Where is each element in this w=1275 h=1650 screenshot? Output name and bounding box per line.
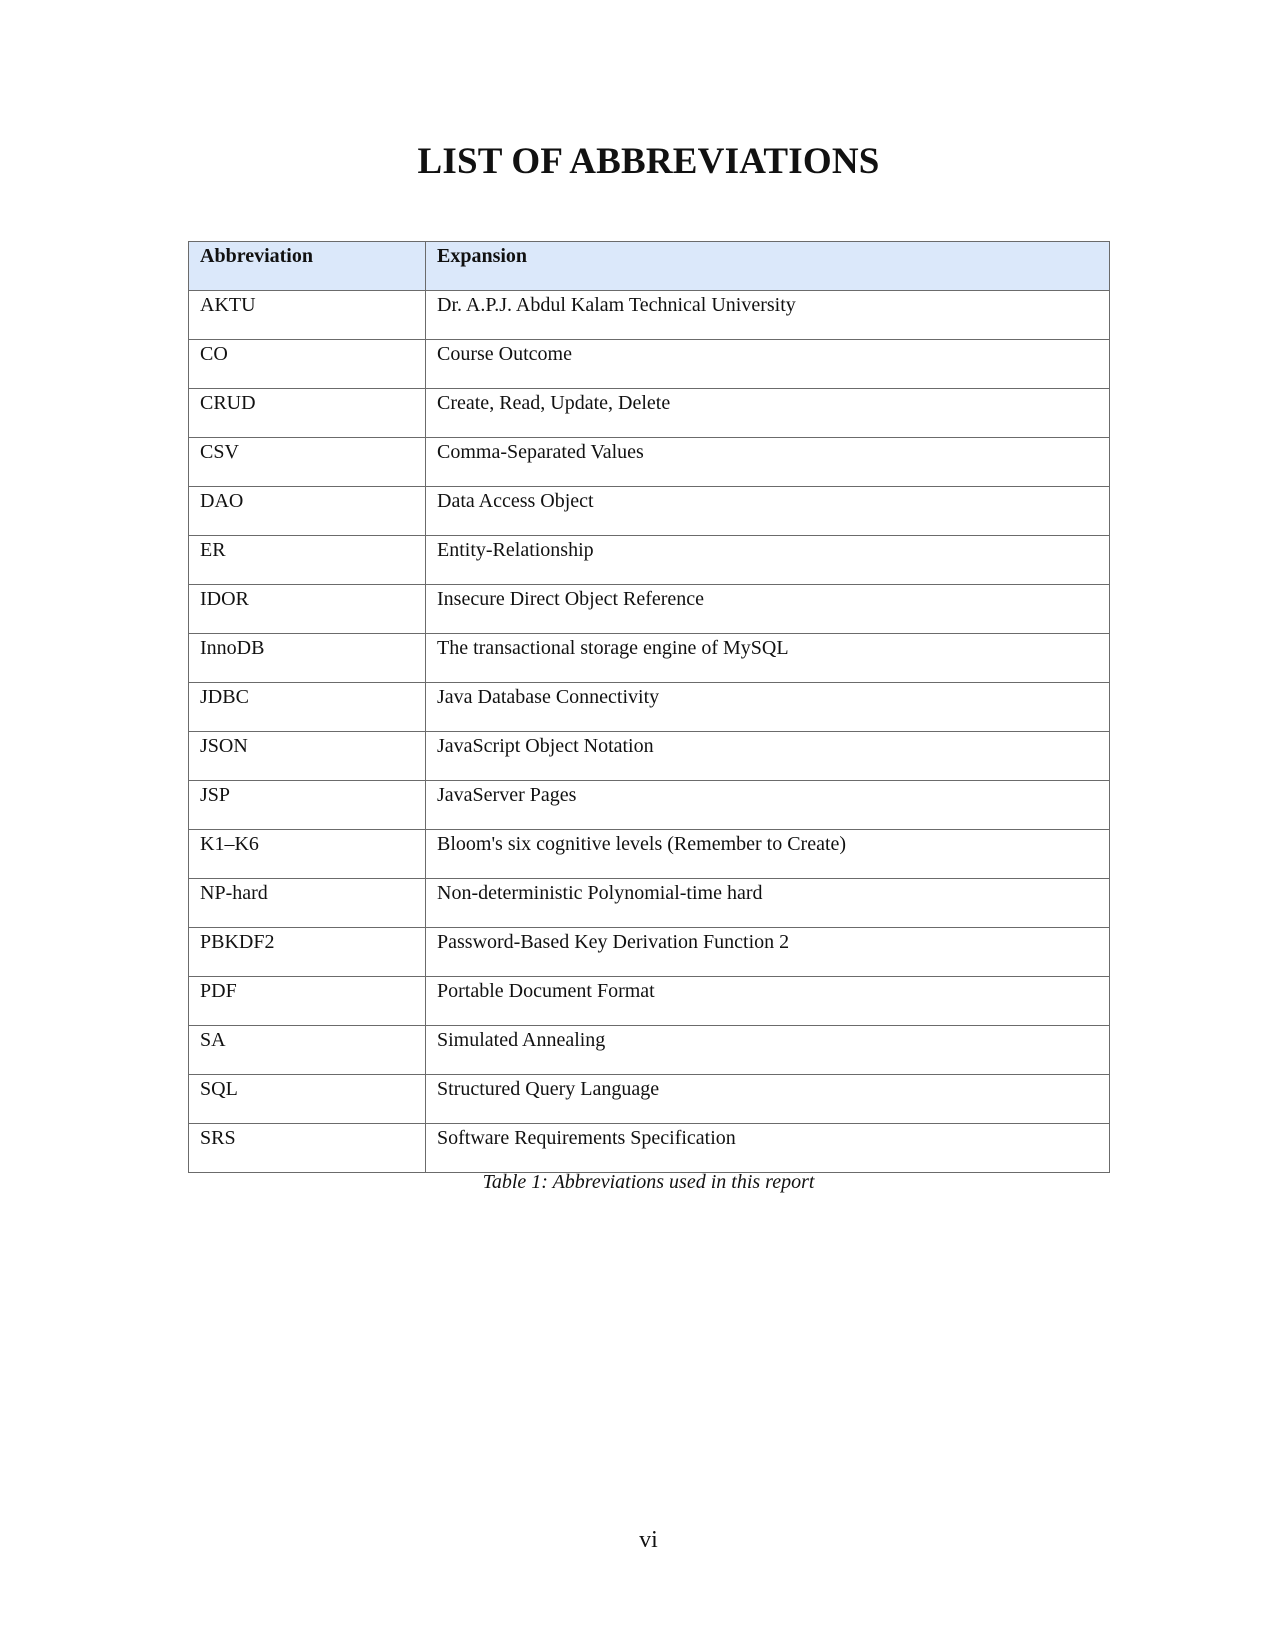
expansion-cell: Password-Based Key Derivation Function 2 bbox=[426, 928, 1110, 977]
table-row bbox=[189, 683, 1110, 732]
abbreviation-cell: CO bbox=[189, 340, 426, 389]
expansion-cell: Simulated Annealing bbox=[426, 1026, 1110, 1075]
table-row bbox=[189, 1124, 1110, 1173]
abbreviation-cell: PBKDF2 bbox=[189, 928, 426, 977]
table-row bbox=[189, 487, 1110, 536]
abbreviation-cell: JDBC bbox=[189, 683, 426, 732]
abbreviation-cell: AKTU bbox=[189, 291, 426, 340]
table-caption: Table 1: Abbreviations used in this report bbox=[482, 1171, 815, 1193]
table-header-row bbox=[189, 242, 1110, 291]
expansion-cell: Dr. A.P.J. Abdul Kalam Technical University bbox=[426, 291, 1110, 340]
expansion-cell: Course Outcome bbox=[426, 340, 1110, 389]
table-row bbox=[189, 879, 1110, 928]
table-row bbox=[189, 1075, 1110, 1124]
abbreviations-table bbox=[188, 241, 1110, 1173]
abbreviation-cell: SRS bbox=[189, 1124, 426, 1173]
expansion-cell: Software Requirements Specification bbox=[426, 1124, 1110, 1173]
abbreviation-cell: ER bbox=[189, 536, 426, 585]
expansion-cell: The transactional storage engine of MySQL bbox=[426, 634, 1110, 683]
expansion-cell: Non-deterministic Polynomial-time hard bbox=[426, 879, 1110, 928]
abbreviation-cell: PDF bbox=[189, 977, 426, 1026]
expansion-cell: Insecure Direct Object Reference bbox=[426, 585, 1110, 634]
abbreviation-cell: InnoDB bbox=[189, 634, 426, 683]
expansion-cell: JavaScript Object Notation bbox=[426, 732, 1110, 781]
abbreviation-cell: SQL bbox=[189, 1075, 426, 1124]
table-body bbox=[189, 291, 1110, 1173]
expansion-cell: Data Access Object bbox=[426, 487, 1110, 536]
header-expansion: Expansion bbox=[426, 242, 1110, 291]
table-row bbox=[189, 1026, 1110, 1075]
table-row bbox=[189, 340, 1110, 389]
abbreviation-cell: CSV bbox=[189, 438, 426, 487]
abbreviation-cell: K1–K6 bbox=[189, 830, 426, 879]
expansion-cell: Entity-Relationship bbox=[426, 536, 1110, 585]
page-title: LIST OF ABBREVIATIONS bbox=[417, 141, 880, 182]
expansion-cell: Comma-Separated Values bbox=[426, 438, 1110, 487]
abbreviation-cell: IDOR bbox=[189, 585, 426, 634]
abbreviation-cell: NP-hard bbox=[189, 879, 426, 928]
table-row bbox=[189, 389, 1110, 438]
header-abbreviation: Abbreviation bbox=[189, 242, 426, 291]
expansion-cell: JavaServer Pages bbox=[426, 781, 1110, 830]
expansion-cell: Create, Read, Update, Delete bbox=[426, 389, 1110, 438]
page-number: vi bbox=[639, 1527, 658, 1553]
table-row bbox=[189, 977, 1110, 1026]
abbreviation-cell: DAO bbox=[189, 487, 426, 536]
abbreviation-cell: CRUD bbox=[189, 389, 426, 438]
table-row bbox=[189, 928, 1110, 977]
expansion-cell: Structured Query Language bbox=[426, 1075, 1110, 1124]
table-row bbox=[189, 291, 1110, 340]
table-row bbox=[189, 536, 1110, 585]
abbreviation-cell: SA bbox=[189, 1026, 426, 1075]
table-row bbox=[189, 438, 1110, 487]
expansion-cell: Java Database Connectivity bbox=[426, 683, 1110, 732]
table-row bbox=[189, 830, 1110, 879]
table-row bbox=[189, 781, 1110, 830]
table-row bbox=[189, 585, 1110, 634]
expansion-cell: Bloom's six cognitive levels (Remember to Create) bbox=[426, 830, 1110, 879]
abbreviation-cell: JSON bbox=[189, 732, 426, 781]
table-row bbox=[189, 732, 1110, 781]
table-row bbox=[189, 634, 1110, 683]
abbreviation-cell: JSP bbox=[189, 781, 426, 830]
expansion-cell: Portable Document Format bbox=[426, 977, 1110, 1026]
